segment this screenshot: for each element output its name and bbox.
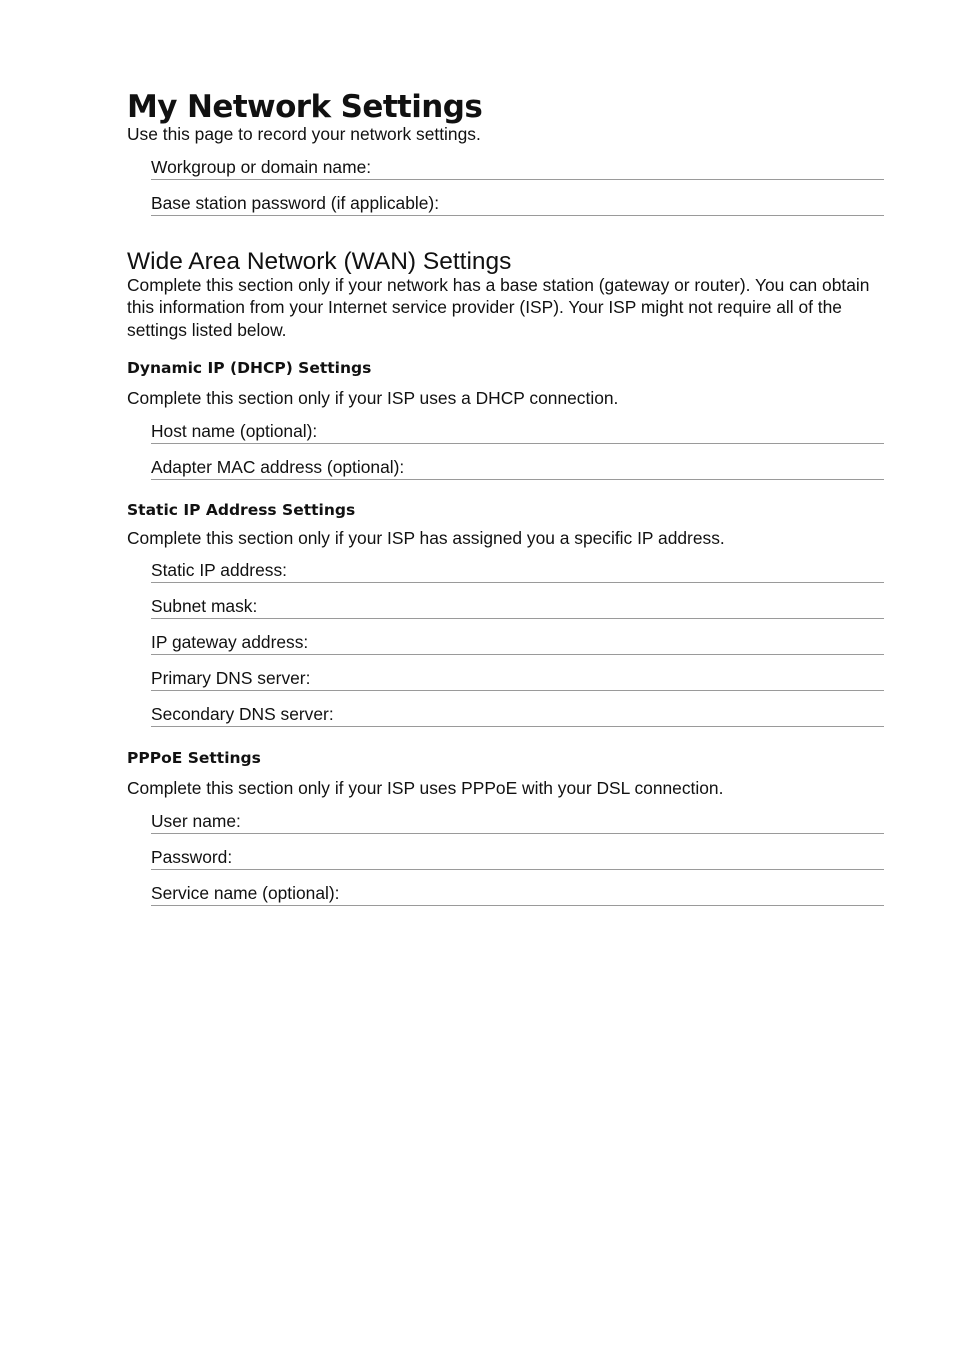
dhcp-description: Complete this section only if your ISP uses a DHCP connection. — [127, 388, 619, 408]
field-label: Base station password (if applicable): — [151, 192, 440, 213]
field-label: User name: — [151, 810, 241, 831]
field-label: Static IP address: — [151, 560, 287, 580]
field-label: Primary DNS server: — [151, 668, 311, 688]
field-label: Workgroup or domain name: — [151, 156, 372, 177]
write-in-line — [151, 726, 884, 727]
host-name-field[interactable] — [151, 408, 884, 444]
pppoe-password-field[interactable] — [151, 834, 884, 870]
field-label: Adapter MAC address (optional): — [151, 456, 405, 477]
write-in-line — [151, 905, 884, 906]
static-ip-fields — [127, 547, 884, 727]
field-label: Host name (optional): — [151, 420, 318, 441]
pppoe-user-name-field[interactable] — [151, 798, 884, 834]
static-ip-heading: Static IP Address Settings — [127, 500, 356, 519]
pppoe-fields — [127, 798, 884, 906]
page-title: My Network Settings — [127, 89, 483, 125]
pppoe-service-name-field[interactable] — [151, 870, 884, 906]
static-ip-address-field[interactable] — [151, 547, 884, 583]
write-in-line — [151, 215, 884, 216]
field-label: IP gateway address: — [151, 632, 309, 652]
field-label: Secondary DNS server: — [151, 704, 334, 724]
wan-description: Complete this section only if your network has a base station (gateway or router). You can obtain this information from your Internet service provider (ISP). Your ISP might not require all of the settings listed below. — [127, 274, 870, 340]
adapter-mac-field[interactable] — [151, 444, 884, 480]
general-fields — [127, 144, 884, 216]
base-station-password-field[interactable] — [151, 180, 884, 216]
network-settings-page — [127, 88, 884, 906]
field-label: Password: — [151, 846, 233, 867]
dhcp-heading: Dynamic IP (DHCP) Settings — [127, 359, 372, 377]
field-label: Service name (optional): — [151, 882, 340, 903]
workgroup-field[interactable] — [151, 144, 884, 180]
field-label: Subnet mask: — [151, 596, 258, 616]
intro-text: Use this page to record your network settings. — [127, 124, 481, 144]
write-in-line — [151, 479, 884, 480]
dhcp-fields — [127, 408, 884, 480]
static-ip-description: Complete this section only if your ISP has assigned you a specific IP address. — [127, 527, 725, 548]
subnet-mask-field[interactable] — [151, 583, 884, 619]
primary-dns-field[interactable] — [151, 655, 884, 691]
pppoe-description: Complete this section only if your ISP uses PPPoE with your DSL connection. — [127, 778, 724, 798]
wan-heading: Wide Area Network (WAN) Settings — [127, 247, 512, 275]
secondary-dns-field[interactable] — [151, 691, 884, 727]
pppoe-heading: PPPoE Settings — [127, 749, 261, 767]
ip-gateway-field[interactable] — [151, 619, 884, 655]
